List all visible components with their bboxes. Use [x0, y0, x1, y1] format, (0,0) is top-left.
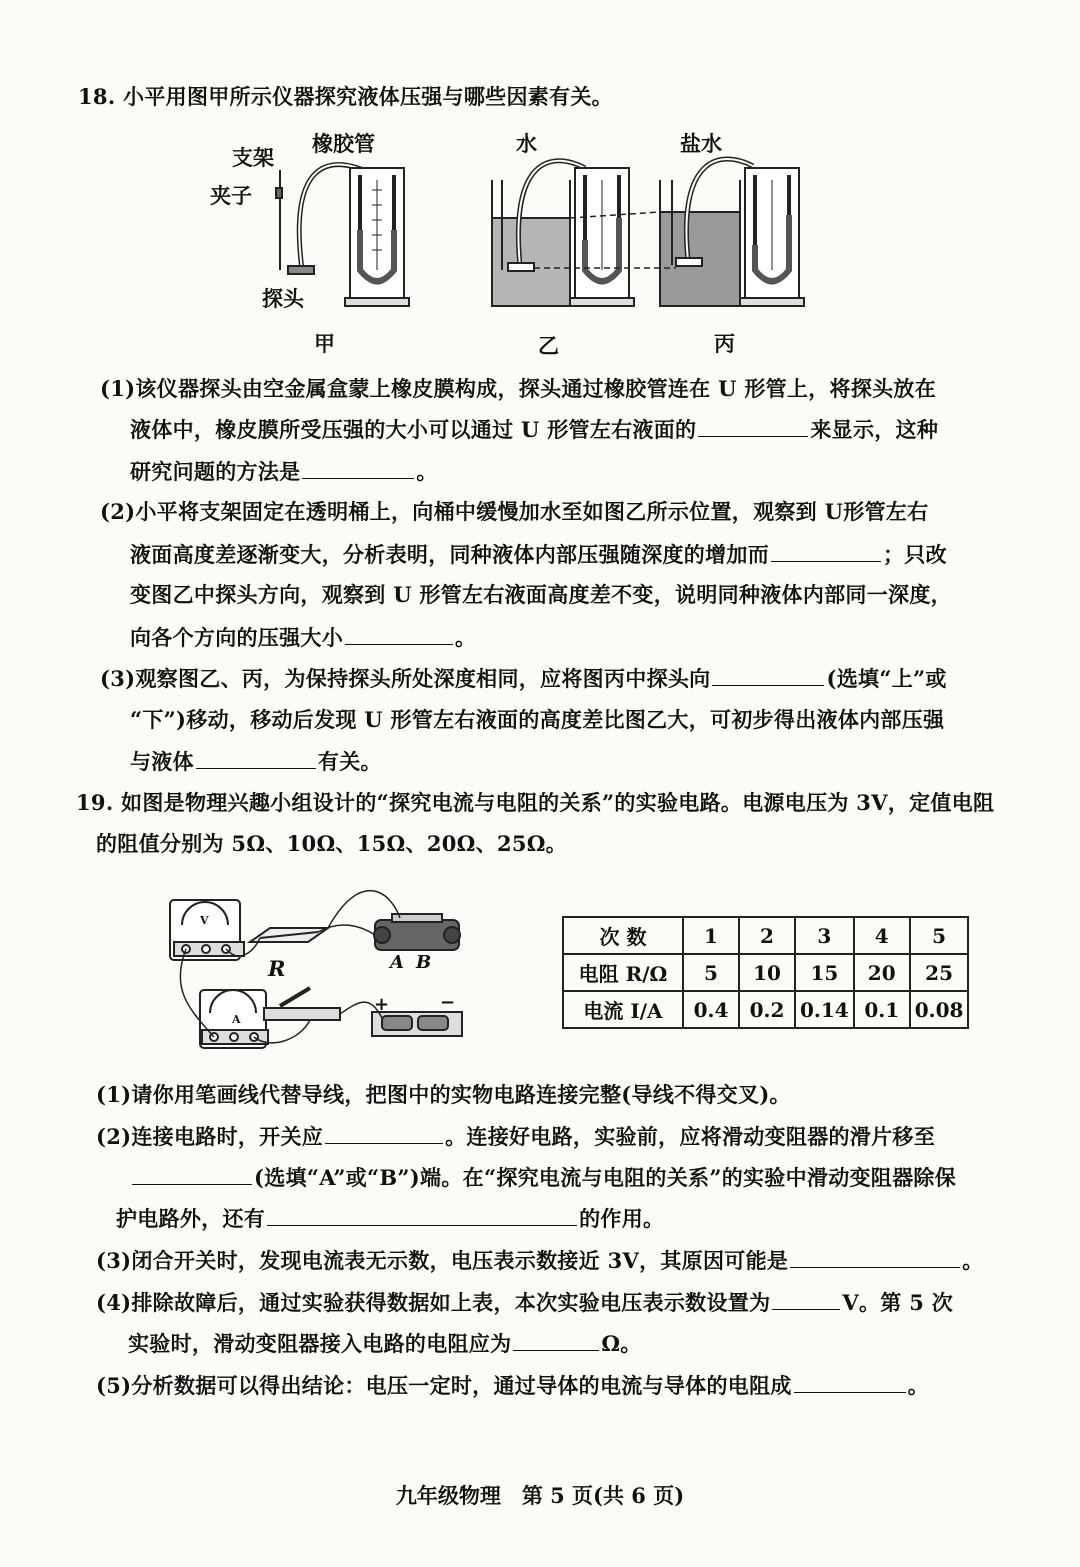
data-table	[562, 916, 969, 1029]
table-cell: 15	[795, 954, 854, 991]
q19-p2a	[96, 1121, 935, 1152]
q18-p1a: (1)该仪器探头由空金属盒蒙上橡皮膜构成，探头通过橡胶管连在 U 形管上，将探头放在	[100, 376, 937, 401]
q19-p2c-post: 的作用。	[579, 1206, 665, 1231]
blank-18-3[interactable]	[771, 539, 881, 562]
table-cell: 0.2	[739, 991, 795, 1028]
table-row	[563, 991, 968, 1028]
label-salt-water: 盐水	[680, 131, 722, 156]
q18-p1b-pre: 液体中，橡皮膜所受压强的大小可以通过 U 形管左右液面的	[130, 417, 697, 442]
q18-p3a	[100, 663, 947, 694]
table-row	[563, 954, 968, 991]
table-cell: 3	[795, 917, 854, 954]
q18-p2d	[130, 622, 476, 653]
table-cell: 4	[854, 917, 910, 954]
blank-19-4[interactable]	[790, 1245, 960, 1268]
q18-p3c	[130, 746, 382, 777]
table-cell: 20	[854, 954, 910, 991]
table-cell: 25	[910, 954, 969, 991]
q19-p4b-post: Ω。	[601, 1331, 642, 1356]
table-cell: 5	[683, 954, 739, 991]
q19-p2c	[116, 1203, 664, 1234]
q19-p4b-pre: 实验时，滑动变阻器接入电路的电阻应为	[128, 1331, 512, 1356]
resistor-r	[250, 928, 328, 942]
table-cell: 10	[739, 954, 795, 991]
q19-p4b	[128, 1328, 642, 1359]
q18-p1c	[130, 456, 438, 487]
table-cell: 5	[910, 917, 969, 954]
label-stand: 支架	[232, 145, 274, 170]
voltmeter	[170, 900, 244, 960]
apparatus-bing	[660, 159, 804, 306]
q18-p3a-post: (选填“上”或	[826, 666, 947, 691]
q19-p2a-pre: (2)连接电路时，开关应	[96, 1124, 324, 1149]
q19-p3-post: 。	[962, 1248, 984, 1273]
q18-p1b	[130, 414, 938, 445]
q18-p3b: “下”)移动，移动后发现 U 形管左右液面的高度差比图乙大，可初步得出液体内部压强	[130, 707, 945, 732]
q19-p4a-pre: (4)排除故障后，通过实验获得数据如上表，本次实验电压表示数设置为	[96, 1290, 771, 1315]
q18-p2d-pre: 向各个方向的压强大小	[130, 625, 343, 650]
q19-p4a	[96, 1287, 953, 1318]
switch	[264, 988, 340, 1020]
q19-p3	[96, 1245, 984, 1276]
blank-19-7[interactable]	[794, 1370, 906, 1393]
blank-19-3[interactable]	[267, 1203, 577, 1226]
q19-p4a-post: V。第 5 次	[842, 1290, 954, 1315]
q18-p2c: 变图乙中探头方向，观察到 U 形管左右液面高度差不变，说明同种液体内部同一深度，	[130, 582, 952, 607]
blank-18-6[interactable]	[196, 746, 316, 769]
table-cell: 0.1	[854, 991, 910, 1028]
q18-p1c-pre: 研究问题的方法是	[130, 459, 301, 484]
q18-p3a-pre: (3)观察图乙、丙，为保持探头所处深度相同，应将图丙中探头向	[100, 666, 711, 691]
q19-p2c-pre: 护电路外，还有	[116, 1206, 266, 1231]
q19-p3-pre: (3)闭合开关时，发现电流表无示数，电压表示数接近 3V，其原因可能是	[96, 1248, 789, 1273]
q19-p2b	[130, 1162, 956, 1193]
rheostat	[374, 914, 460, 950]
label-b-end: B	[416, 952, 432, 973]
label-bing: 丙	[714, 331, 735, 356]
table-cell: 电流 I/A	[563, 991, 683, 1028]
label-minus: −	[440, 992, 456, 1013]
blank-19-1[interactable]	[325, 1121, 443, 1144]
blank-19-6[interactable]	[513, 1328, 599, 1351]
q19-p2b-post: (选填“A”或“B”)端。在“探究电流与电阻的关系”的实验中滑动变阻器除保	[254, 1165, 956, 1190]
q18-figure	[190, 120, 830, 360]
q19-p2a-post: 。连接好电路，实验前，应将滑动变阻器的滑片移至	[445, 1124, 935, 1149]
table-cell: 次 数	[563, 917, 683, 954]
table-cell: 0.08	[910, 991, 969, 1028]
q19-p5-post: 。	[907, 1373, 929, 1398]
label-a-meter: A	[232, 1013, 241, 1026]
q19-stem-b: 的阻值分别为 5Ω、10Ω、15Ω、20Ω、25Ω。	[96, 831, 568, 856]
label-jia: 甲	[314, 331, 335, 356]
table-cell: 电阻 R/Ω	[563, 954, 683, 991]
blank-18-5[interactable]	[712, 663, 824, 686]
table-cell: 2	[739, 917, 795, 954]
table-cell: 1	[683, 917, 739, 954]
q18-p2b	[130, 539, 947, 570]
blank-18-1[interactable]	[698, 414, 808, 437]
battery-box	[372, 1012, 462, 1036]
q18-p2b-post: ；只改	[883, 542, 947, 567]
table-row	[563, 917, 968, 954]
label-a-end: A	[390, 952, 404, 973]
label-v-meter: V	[200, 914, 209, 927]
q18-p1c-post: 。	[416, 459, 438, 484]
q19-stem-a: 19. 如图是物理兴趣小组设计的“探究电流与电阻的关系”的实验电路。电源电压为 3V，定值电阻	[76, 790, 995, 815]
table-cell: 0.4	[683, 991, 739, 1028]
q19-p5-pre: (5)分析数据可以得出结论：电压一定时，通过导体的电流与导体的电阻成	[96, 1373, 792, 1398]
label-water: 水	[516, 131, 537, 156]
blank-18-2[interactable]	[302, 456, 414, 479]
q19-p5	[96, 1370, 929, 1401]
apparatus-yi	[492, 161, 634, 306]
blank-19-5[interactable]	[772, 1287, 840, 1310]
q18-p2d-post: 。	[455, 625, 477, 650]
q18-p1b-post: 来显示，这种	[810, 417, 939, 442]
label-r: R	[268, 956, 286, 981]
label-probe: 探头	[262, 286, 304, 311]
page-footer: 九年级物理 第 5 页(共 6 页)	[395, 1483, 685, 1508]
table-cell: 0.14	[795, 991, 854, 1028]
q18-stem: 18. 小平用图甲所示仪器探究液体压强与哪些因素有关。	[78, 84, 613, 109]
blank-18-4[interactable]	[345, 622, 453, 645]
q19-circuit-figure	[160, 880, 480, 1060]
q18-p2b-pre: 液面高度差逐渐变大，分析表明，同种液体内部压强随深度的增加而	[130, 542, 769, 567]
label-clip: 夹子	[210, 183, 252, 208]
q18-p3c-pre: 与液体	[130, 749, 194, 774]
label-tube: 橡胶管	[312, 131, 375, 156]
blank-19-2[interactable]	[132, 1162, 252, 1185]
label-yi: 乙	[538, 333, 559, 358]
q18-p3c-post: 有关。	[317, 749, 382, 774]
label-plus: +	[374, 994, 390, 1015]
q19-p1: (1)请你用笔画线代替导线，把图中的实物电路连接完整(导线不得交叉)。	[96, 1082, 791, 1107]
q18-p2a: (2)小平将支架固定在透明桶上，向桶中缓慢加水至如图乙所示位置，观察到 U形管左右	[100, 499, 929, 524]
